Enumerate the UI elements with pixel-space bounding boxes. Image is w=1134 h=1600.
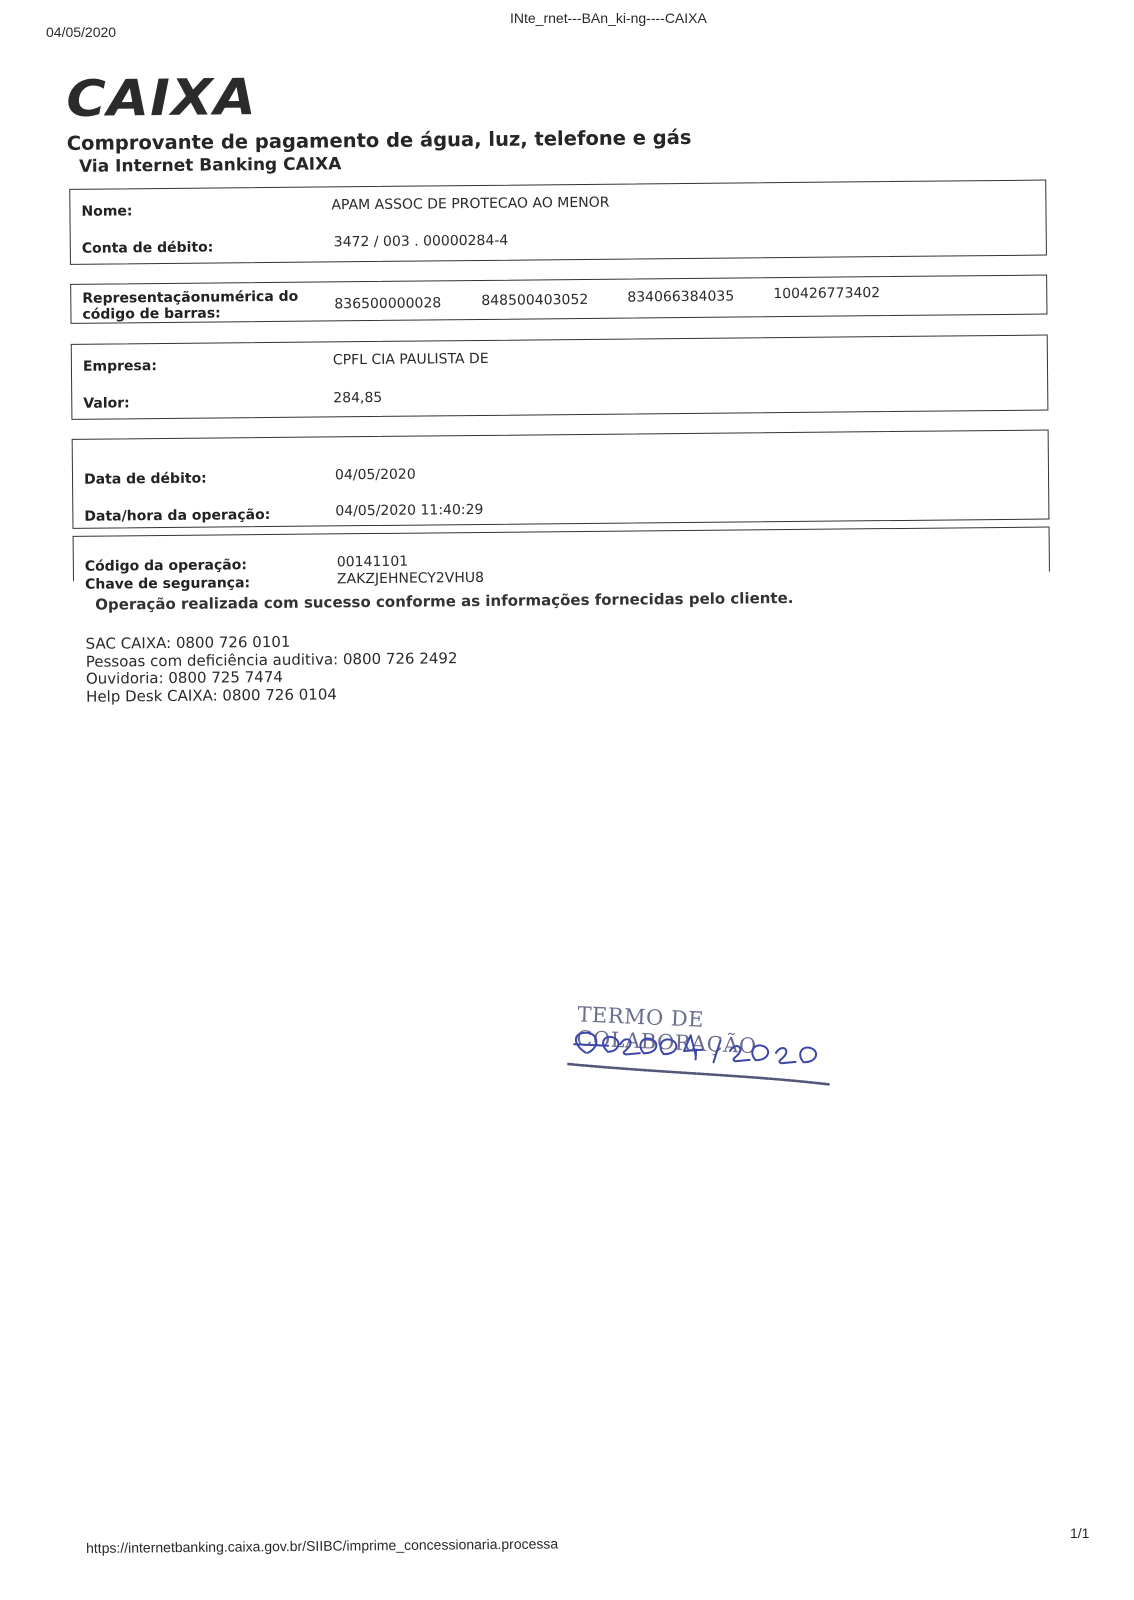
- name-label: Nome:: [81, 203, 133, 220]
- stamp-text: TERMO DE COLABORAÇÃO: [575, 1002, 758, 1059]
- print-url: https://internetbanking.caixa.gov.br/SIIBC/imprime_concessionaria.processa: [86, 1535, 559, 1556]
- collaboration-term-stamp: [567, 1002, 840, 1094]
- print-date: 04/05/2020: [46, 24, 117, 40]
- receipt-subtitle: Via Internet Banking CAIXA: [78, 154, 342, 177]
- contact-hearing-impaired: Pessoas com deficiência auditiva: 0800 726 2492: [85, 648, 458, 671]
- barcode-block-3: 834066384035: [627, 288, 735, 306]
- barcode-box: [70, 275, 1047, 324]
- operation-datetime-label: Data/hora da operação:: [84, 507, 271, 525]
- contact-ombudsman: Ouvidoria: 0800 725 7474: [85, 667, 283, 688]
- print-page-count: 1/1: [1070, 1525, 1090, 1541]
- name-value: APAM ASSOC DE PROTECAO AO MENOR: [331, 194, 610, 214]
- caixa-logo: CAIXA: [66, 68, 257, 128]
- contact-sac: SAC CAIXA: 0800 726 0101: [85, 632, 291, 653]
- receipt-title: Comprovante de pagamento de água, luz, telefone e gás: [66, 125, 692, 155]
- payment-receipt: [60, 50, 1076, 720]
- amount-value: 284,85: [333, 389, 383, 407]
- barcode-block-2: 848500403052: [481, 291, 589, 309]
- amount-label: Valor:: [83, 395, 130, 412]
- contact-help-desk: Help Desk CAIXA: 0800 726 0104: [86, 684, 337, 706]
- barcode-label: [82, 289, 298, 323]
- date-box: [72, 430, 1050, 529]
- handwritten-number-signature: [567, 1020, 839, 1092]
- company-value: CPFL CIA PAULISTA DE: [332, 350, 489, 369]
- debit-date-value: 04/05/2020: [334, 466, 416, 484]
- security-key-label: Chave de segurança:: [84, 575, 251, 593]
- security-key-value: ZAKZJEHNECY2VHU8: [336, 569, 485, 588]
- operation-code-label: Código da operação:: [84, 557, 247, 575]
- barcode-label-line1: Representaçãonumérica do: [82, 288, 299, 307]
- company-label: Empresa:: [82, 358, 157, 375]
- barcode-label-line2: código de barras:: [82, 305, 221, 323]
- company-box: [71, 335, 1049, 420]
- success-message: Operação realizada com sucesso conforme as informações fornecidas pelo cliente.: [95, 588, 794, 614]
- contact-list: [86, 632, 458, 706]
- operation-code-value: 00141101: [336, 553, 409, 571]
- barcode-block-1: 836500000028: [334, 295, 442, 313]
- account-value: 3472 / 003 . 00000284-4: [333, 232, 509, 251]
- operation-datetime-value: 04/05/2020 11:40:29: [335, 501, 484, 520]
- account-box: [69, 180, 1047, 265]
- debit-date-label: Data de débito:: [83, 470, 207, 488]
- code-box: [73, 527, 1050, 593]
- barcode-block-4: 100426773402: [773, 285, 881, 303]
- print-page-title: INte_rnet---BAn_ki-ng----CAIXA: [510, 10, 707, 26]
- account-label: Conta de débito:: [81, 239, 214, 257]
